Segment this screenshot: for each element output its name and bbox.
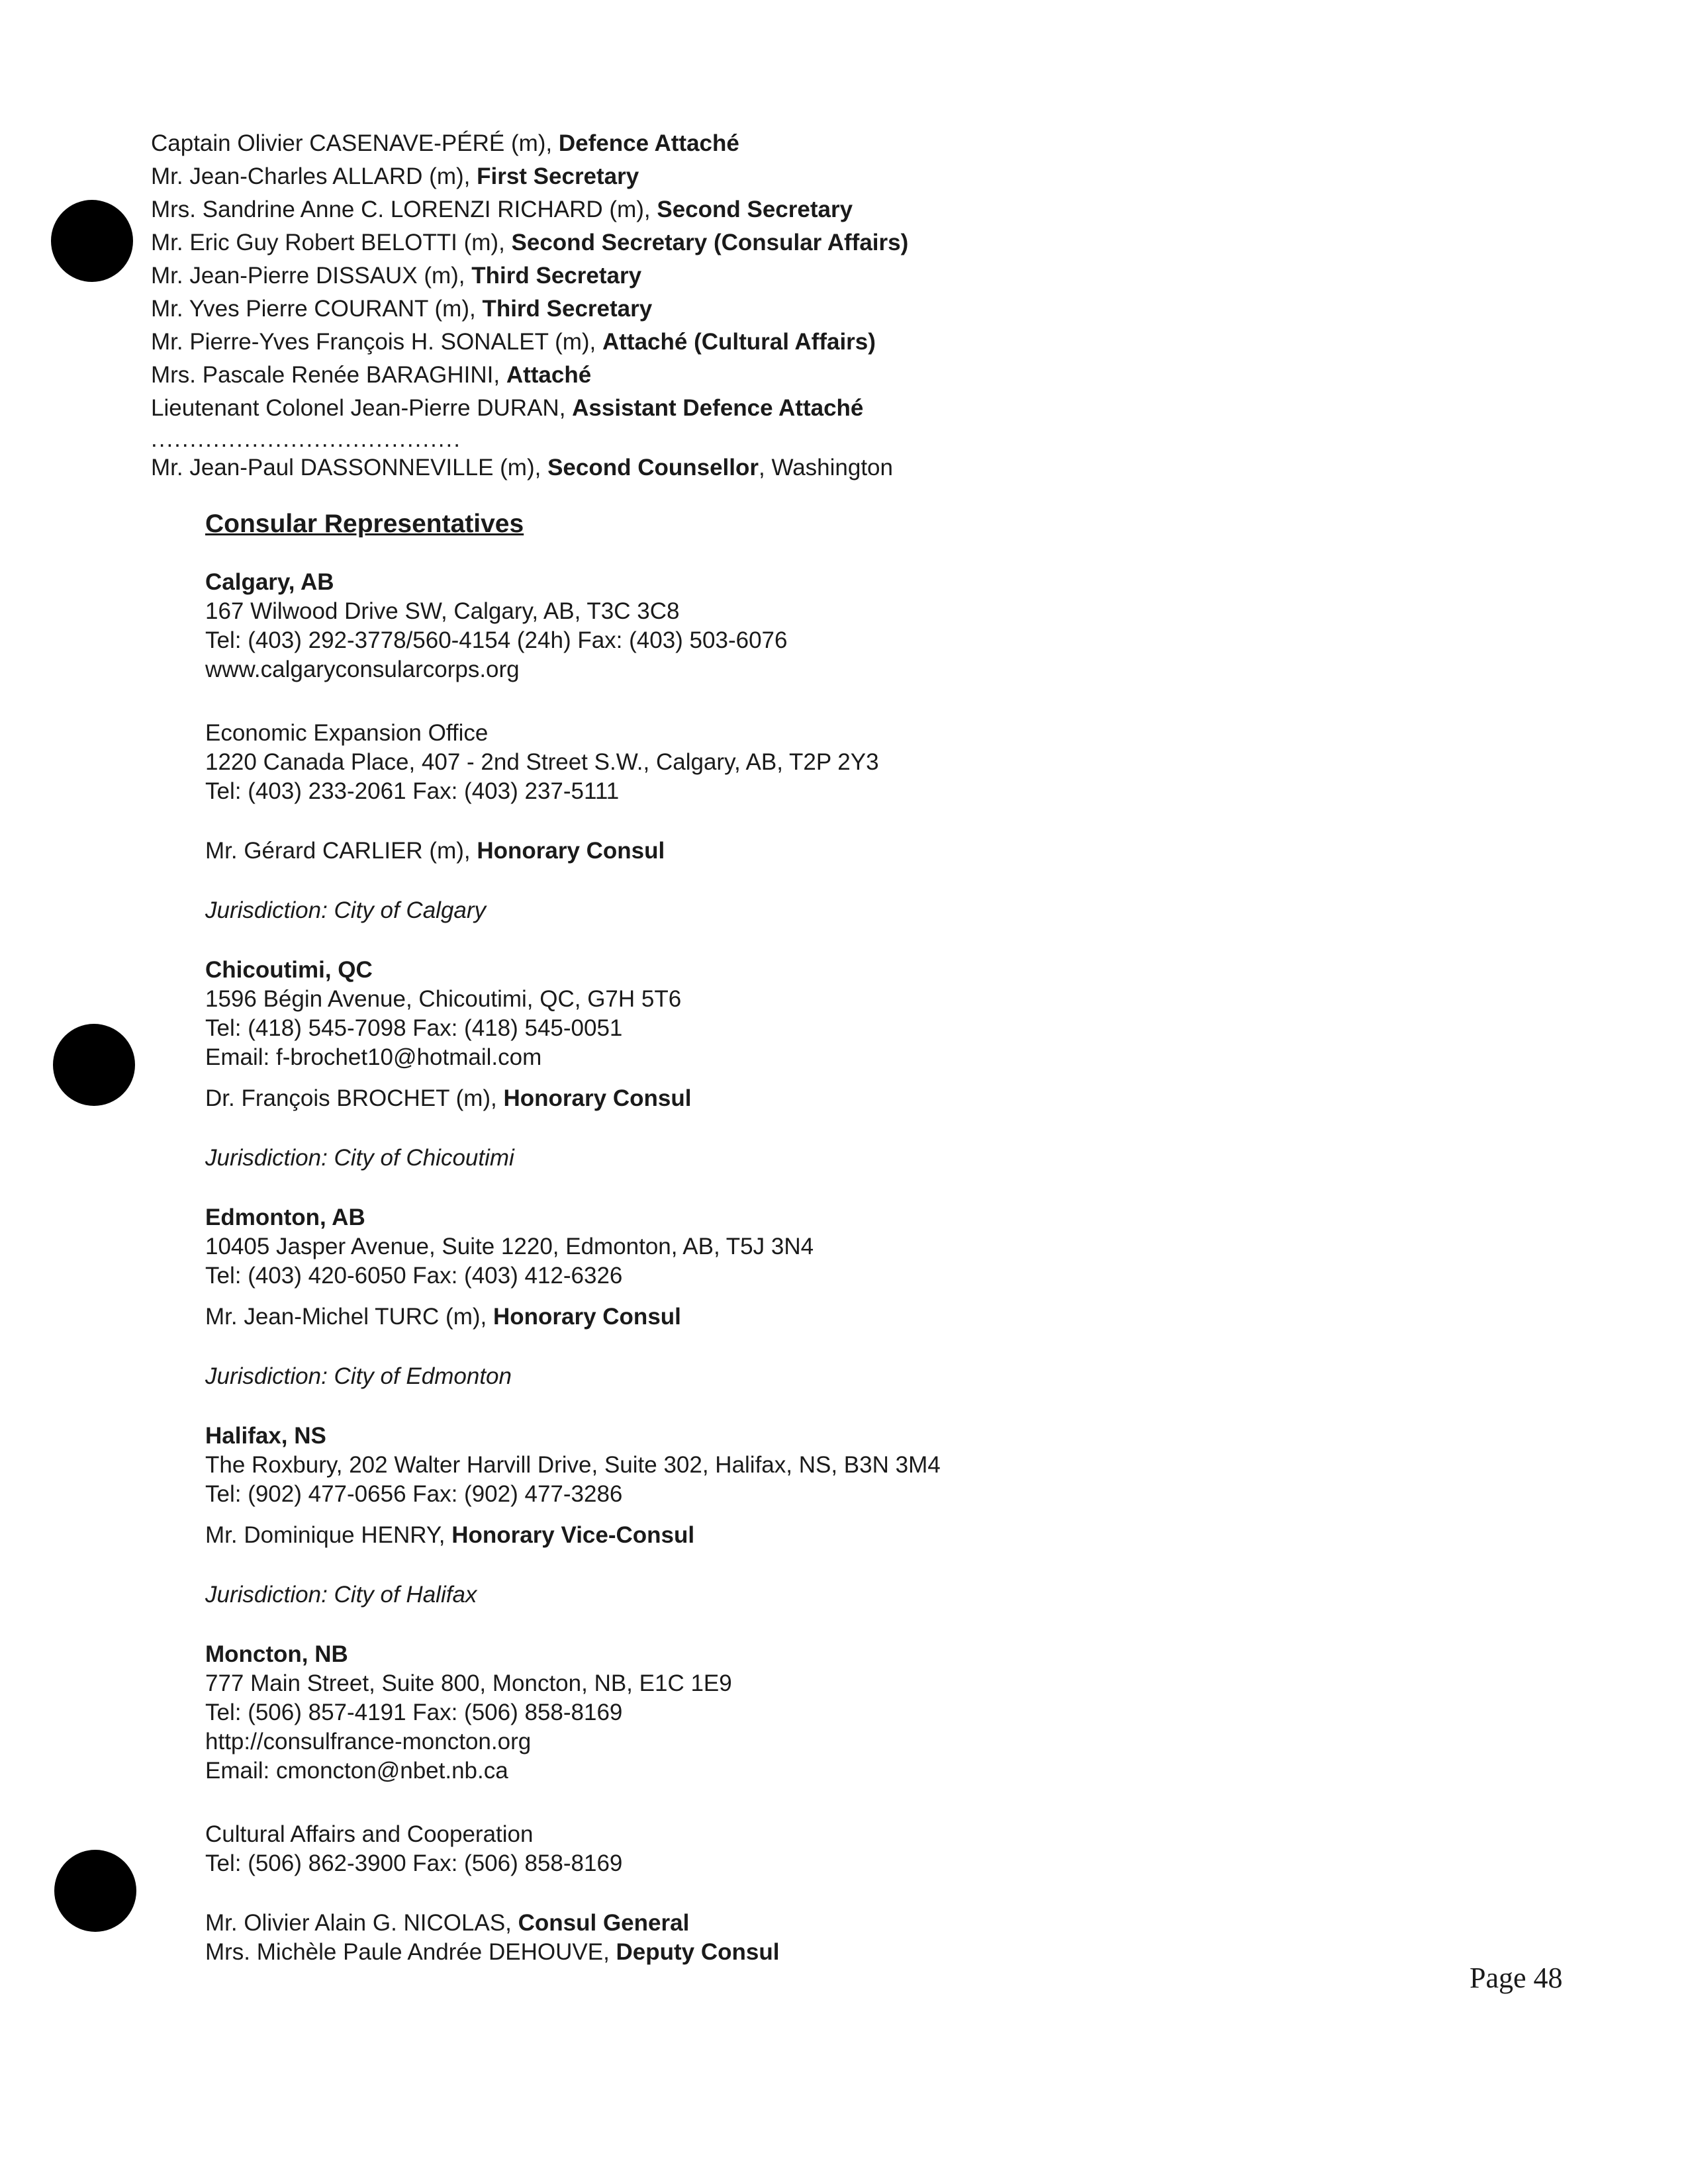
office-address: 1220 Canada Place, 407 - 2nd Street S.W., Calgary, AB, T2P 2Y3	[205, 749, 879, 775]
punch-hole-bottom	[54, 1850, 136, 1932]
staff-entry	[151, 293, 1078, 326]
consul-name: Mr. Gérard CARLIER (m),	[205, 838, 477, 864]
staff-entry	[151, 326, 1078, 359]
staff-entry	[151, 193, 1078, 226]
staff-title: Assistant Defence Attaché	[572, 395, 864, 421]
address: 167 Wilwood Drive SW, Calgary, AB, T3C 3C8	[205, 598, 680, 624]
email: Email: cmoncton@nbet.nb.ca	[205, 1758, 508, 1784]
email: Email: f-brochet10@hotmail.com	[205, 1044, 542, 1070]
staff-name: Mrs. Pascale Renée BARAGHINI,	[151, 362, 506, 388]
staff-title: Third Secretary	[471, 263, 642, 289]
jurisdiction: Jurisdiction: City of Calgary	[205, 897, 487, 923]
office-phone-fax: Tel: (403) 233-2061 Fax: (403) 237-5111	[205, 778, 620, 804]
website: http://consulfrance-moncton.org	[205, 1729, 532, 1754]
consulate-moncton	[205, 1640, 1198, 1967]
staff-title: Second Secretary (Consular Affairs)	[511, 230, 909, 255]
staff-name: Lieutenant Colonel Jean-Pierre DURAN,	[151, 395, 573, 421]
staff-name: Mr. Pierre-Yves François H. SONALET (m),	[151, 329, 602, 355]
staff-name: Mr. Jean-Paul DASSONNEVILLE (m),	[151, 455, 548, 480]
consul-title: Honorary Consul	[492, 1304, 681, 1330]
staff-name: Captain Olivier CASENAVE-PÉRÉ (m),	[151, 130, 559, 156]
consul-name: Dr. François BROCHET (m),	[205, 1085, 504, 1111]
staff-entry	[151, 259, 1078, 293]
city-heading: Calgary, AB	[205, 569, 334, 595]
phone-fax: Tel: (403) 292-3778/560-4154 (24h) Fax: (403) 503-6076	[205, 627, 788, 653]
staff-name: Mr. Yves Pierre COURANT (m),	[151, 296, 483, 322]
consul-title: Honorary Vice-Consul	[451, 1522, 695, 1548]
staff-entry	[151, 226, 1078, 259]
jurisdiction: Jurisdiction: City of Halifax	[205, 1582, 477, 1608]
phone-fax: Tel: (403) 420-6050 Fax: (403) 412-6326	[205, 1263, 623, 1289]
staff-entry	[151, 359, 1078, 392]
consul-title: Honorary Consul	[477, 838, 665, 864]
staff-list	[151, 127, 1078, 484]
consul-title: Honorary Consul	[503, 1085, 692, 1111]
staff-name: Mr. Jean-Charles ALLARD (m),	[151, 163, 477, 189]
consulate-chicoutimi	[205, 956, 1198, 1173]
page-number: Page 48	[1470, 1962, 1563, 1994]
city-heading: Chicoutimi, QC	[205, 957, 373, 983]
consul-entry	[205, 1302, 1198, 1332]
consulate-halifax	[205, 1422, 1198, 1610]
consulate-edmonton	[205, 1203, 1198, 1391]
website: www.calgaryconsularcorps.org	[205, 657, 520, 682]
address: The Roxbury, 202 Walter Harvill Drive, Suite 302, Halifax, NS, B3N 3M4	[205, 1452, 941, 1478]
consul-name: Mr. Dominique HENRY,	[205, 1522, 452, 1548]
consul-entry	[205, 1521, 1198, 1550]
jurisdiction: Jurisdiction: City of Chicoutimi	[205, 1145, 514, 1171]
consul-entry	[205, 1909, 1198, 1938]
staff-title: First Secretary	[477, 163, 639, 189]
consul-entry	[205, 837, 1198, 866]
dotted-separator: ........................................	[151, 426, 461, 452]
consulate-calgary	[205, 568, 1198, 925]
staff-title: Attaché (Cultural Affairs)	[602, 329, 876, 355]
consul-entry	[205, 1938, 1198, 1967]
staff-name: Mr. Jean-Pierre DISSAUX (m),	[151, 263, 472, 289]
jurisdiction: Jurisdiction: City of Edmonton	[205, 1363, 512, 1389]
staff-entry	[151, 392, 1078, 425]
city-heading: Moncton, NB	[205, 1641, 348, 1667]
punch-hole-middle	[53, 1024, 135, 1106]
staff-name: Mrs. Sandrine Anne C. LORENZI RICHARD (m),	[151, 197, 657, 222]
address: 1596 Bégin Avenue, Chicoutimi, QC, G7H 5T6	[205, 986, 682, 1012]
city-heading: Halifax, NS	[205, 1423, 326, 1449]
section-title: Consular Representatives	[205, 510, 524, 538]
consul-entry	[205, 1084, 1198, 1113]
office-name: Cultural Affairs and Cooperation	[205, 1821, 534, 1847]
staff-title: Second Counsellor	[547, 455, 759, 480]
phone-fax: Tel: (902) 477-0656 Fax: (902) 477-3286	[205, 1481, 623, 1507]
consul-name: Mr. Jean-Michel TURC (m),	[205, 1304, 493, 1330]
staff-entry	[151, 451, 1078, 484]
consul-title: Deputy Consul	[616, 1939, 780, 1965]
staff-entry	[151, 160, 1078, 193]
phone-fax: Tel: (418) 545-7098 Fax: (418) 545-0051	[205, 1015, 623, 1041]
staff-location: , Washington	[759, 455, 893, 480]
address: 777 Main Street, Suite 800, Moncton, NB, E1C 1E9	[205, 1670, 732, 1696]
staff-title: Second Secretary	[657, 197, 853, 222]
city-heading: Edmonton, AB	[205, 1205, 365, 1230]
consular-section	[205, 510, 1198, 1967]
phone-fax: Tel: (506) 857-4191 Fax: (506) 858-8169	[205, 1700, 623, 1725]
staff-title: Attaché	[506, 362, 592, 388]
staff-entry	[151, 127, 1078, 160]
address: 10405 Jasper Avenue, Suite 1220, Edmonton, AB, T5J 3N4	[205, 1234, 814, 1259]
staff-title: Third Secretary	[482, 296, 653, 322]
consul-title: Consul General	[518, 1910, 690, 1936]
punch-hole-top	[51, 200, 133, 282]
staff-title: Defence Attaché	[558, 130, 739, 156]
staff-name: Mr. Eric Guy Robert BELOTTI (m),	[151, 230, 512, 255]
office-name: Economic Expansion Office	[205, 720, 489, 746]
office-phone-fax: Tel: (506) 862-3900 Fax: (506) 858-8169	[205, 1850, 623, 1876]
consul-name: Mr. Olivier Alain G. NICOLAS,	[205, 1910, 518, 1936]
consul-name: Mrs. Michèle Paule Andrée DEHOUVE,	[205, 1939, 616, 1965]
